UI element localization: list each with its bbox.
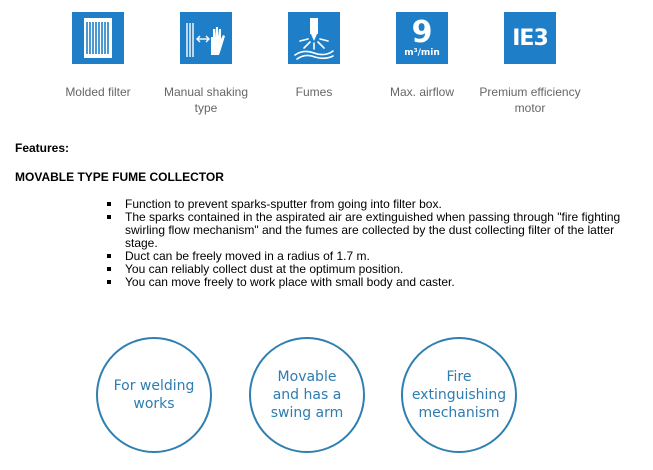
molded-filter-icon (72, 12, 124, 64)
circle-text: Movable and has a swing arm (270, 369, 344, 421)
circle-text: Fire extinguishing mechanism (411, 369, 507, 421)
airflow-icon (396, 12, 448, 64)
list-item (107, 211, 637, 250)
feature-premium-motor (475, 12, 585, 116)
bullet-icon (107, 254, 111, 258)
list-item-text: Duct can be freely moved in a radius of 1.7 m. (125, 249, 370, 263)
circle-welding-works (96, 337, 212, 453)
bullet-icon (107, 215, 111, 219)
list-item-text: You can move freely to work place with small body and caster. (125, 275, 455, 289)
list-item-text: You can reliably collect dust at the optimum position. (125, 262, 404, 276)
feature-manual-shaking (151, 12, 261, 116)
list-item-text: Function to prevent sparks-sputter from going into filter box. (125, 197, 442, 211)
list-item (107, 276, 637, 289)
bullet-icon (107, 280, 111, 284)
feature-fumes (259, 12, 369, 100)
feature-caption: Manual shaking type (163, 85, 249, 115)
circle-swing-arm (249, 337, 365, 453)
feature-max-airflow (367, 12, 477, 100)
bullet-icon (107, 202, 111, 206)
features-heading: Features: (15, 141, 70, 155)
feature-caption: Premium efficiency motor (479, 85, 581, 115)
circle-text: For welding works (113, 378, 195, 412)
airflow-unit: m³/min (404, 47, 440, 58)
bullet-icon (107, 267, 111, 271)
circle-fire-extinguishing (401, 337, 517, 453)
feature-caption: Fumes (295, 85, 333, 99)
feature-caption: Molded filter (65, 85, 131, 99)
feature-caption: Max. airflow (389, 85, 454, 99)
manual-shaking-icon (180, 12, 232, 64)
airflow-value: 9 (411, 14, 433, 50)
ie3-label: IE3 (512, 25, 548, 51)
list-item-text: The sparks contained in the aspirated air are extinguished when passing through "fire fighting swirling flow mechanism" and the fumes are collected by the dust collecting filter of the latter stage. (125, 210, 621, 250)
fumes-icon (288, 12, 340, 64)
product-heading: MOVABLE TYPE FUME COLLECTOR (15, 170, 224, 184)
ie3-motor-icon (504, 12, 556, 64)
feature-molded-filter (43, 12, 153, 100)
feature-bullet-list (107, 198, 637, 289)
